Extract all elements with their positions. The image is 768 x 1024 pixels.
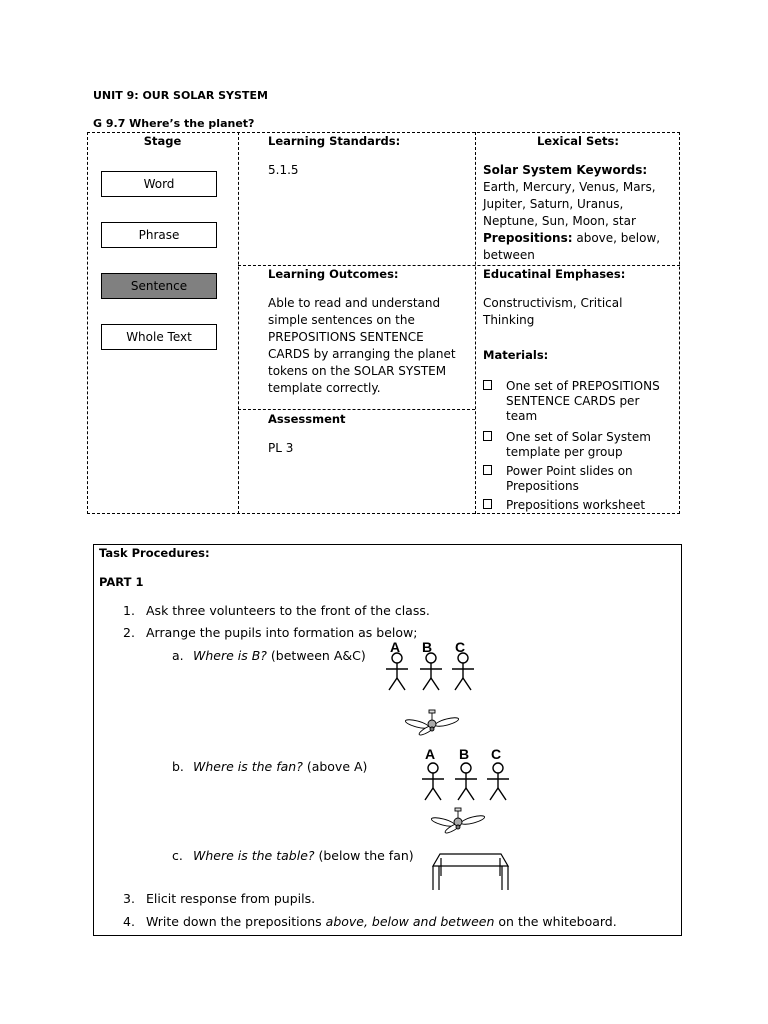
keywords-label: Solar System Keywords:: [483, 163, 648, 177]
task-heading: Task Procedures:: [99, 546, 210, 560]
figure-label-c: C: [455, 639, 466, 655]
step-text: Arrange the pupils into formation as below;: [146, 625, 418, 640]
fan-icon: [405, 710, 460, 737]
learning-standards-heading: Learning Standards:: [268, 134, 401, 148]
learning-outcomes-text: Able to read and understand simple sentences on the PREPOSITIONS SENTENCE CARDS by arranging the planet tokens on the SOLAR SYSTEM template correctly.: [268, 296, 456, 395]
sub-letter: c.: [172, 848, 183, 863]
assessment-heading: Assessment: [268, 412, 346, 426]
prepositions-list: above, below, between: [483, 231, 661, 262]
materials-heading: Materials:: [483, 348, 549, 362]
stick-figure: [455, 763, 477, 800]
step-number: 2.: [123, 625, 135, 640]
keywords-list: Earth, Mercury, Venus, Mars, Jupiter, Saturn, Uranus, Neptune, Sun, Moon, star: [483, 180, 656, 228]
step-number: 4.: [123, 914, 135, 929]
lexical-sets-heading: Lexical Sets:: [536, 134, 620, 148]
educational-emphases-heading: Educatinal Emphases:: [483, 267, 626, 281]
part-label: PART 1: [99, 575, 144, 589]
step-text: Ask three volunteers to the front of the class.: [146, 603, 430, 618]
sub-letter: b.: [172, 759, 184, 774]
step-text: Elicit response from pupils.: [146, 891, 316, 906]
stick-figure: [452, 653, 474, 690]
learning-outcomes-heading: Learning Outcomes:: [268, 267, 399, 281]
figure-label-c: C: [491, 746, 502, 762]
assessment-value: PL 3: [268, 441, 294, 455]
prepositions-label: Prepositions:: [483, 231, 573, 245]
educational-emphases-text: Constructivism, Critical Thinking: [483, 296, 623, 327]
sub-question-a: Where is B? (between A&C): [193, 648, 366, 663]
stage-word: Word: [101, 171, 217, 197]
fan-icon: [431, 808, 486, 835]
stick-figure: [487, 763, 509, 800]
unit-title: UNIT 9: OUR SOLAR SYSTEM: [93, 89, 268, 102]
stage-whole-text: Whole Text: [101, 324, 217, 350]
stick-figure: [420, 653, 442, 690]
stage-sentence-selected: Sentence: [101, 273, 217, 299]
sub-question-b: Where is the fan? (above A): [193, 759, 368, 774]
step-text: Write down the prepositions above, below and between on the whiteboard.: [146, 914, 617, 929]
figure-label-b: B: [422, 639, 433, 655]
stage-heading: Stage: [143, 134, 182, 148]
figure-label-a: A: [390, 639, 401, 655]
step-number: 1.: [123, 603, 135, 618]
table-icon: [433, 854, 508, 890]
sub-letter: a.: [172, 648, 184, 663]
stage-phrase: Phrase: [101, 222, 217, 248]
stick-figure: [386, 653, 408, 690]
figure-label-a: A: [425, 746, 436, 762]
step-number: 3.: [123, 891, 135, 906]
stick-figure: [422, 763, 444, 800]
lesson-title: G 9.7 Where’s the planet?: [93, 117, 255, 130]
learning-standards-value: 5.1.5: [268, 163, 299, 177]
figure-label-b: B: [459, 746, 470, 762]
sub-question-c: Where is the table? (below the fan): [193, 848, 414, 863]
